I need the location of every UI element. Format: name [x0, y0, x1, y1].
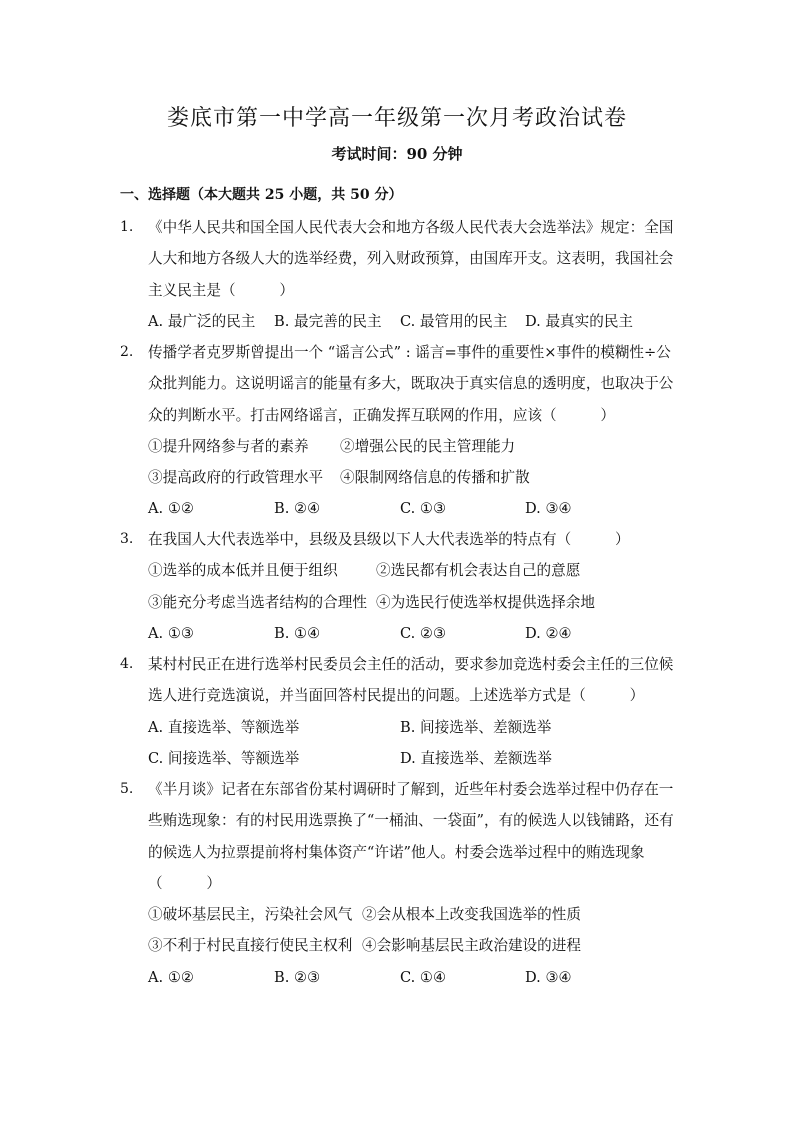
option-d[interactable]: D. 最真实的民主	[525, 312, 634, 330]
question-number: 1.	[120, 219, 134, 235]
question-1	[120, 212, 680, 337]
statement-1: ①破坏基层民主，污染社会风气	[148, 906, 353, 924]
question-stem: 某村村民正在进行选举村民委员会主任的活动，要求参加竞选村委会主任的三位候选人进行竞选演说，并当面回答村民提出的问题。上述选举方式是（ ）	[148, 656, 674, 705]
option-c[interactable]: C. ①③	[400, 500, 447, 518]
question-5	[120, 774, 680, 993]
statement-2: ②选民都有机会表达自己的意愿	[376, 562, 581, 580]
option-d[interactable]: D. ②④	[525, 624, 572, 642]
statement-1: ①提升网络参与者的素养	[148, 437, 309, 455]
option-row	[148, 493, 680, 524]
question-stem: 《中华人民共和国全国人民代表大会和地方各级人民代表大会选举法》规定：全国人大和地方各级人大的选举经费，列入财政预算，由国库开支。这表明，我国社会主义民主是（ ）	[148, 219, 674, 299]
option-b[interactable]: B. ②③	[274, 968, 321, 986]
option-row	[148, 618, 680, 649]
option-a[interactable]: A. ①②	[148, 500, 194, 518]
option-b[interactable]: B. 间接选举、差额选举	[400, 718, 552, 736]
option-a[interactable]: A. ①②	[148, 968, 194, 986]
option-row	[148, 712, 680, 743]
option-a[interactable]: A. 最广泛的民主	[148, 312, 256, 330]
question-stem: 传播学者克罗斯曾提出一个 “谣言公式” : 谣言=事件的重要性×事件的模糊性÷公众批判能力。这说明谣言的能量有多大，既取决于真实信息的透明度，也取决于公众的判断水平。打击网络谣言，正确发挥互联网的作用，应该（ ）	[148, 344, 674, 424]
question-2	[120, 337, 680, 525]
question-number: 3.	[120, 531, 134, 547]
section-heading: 一、选择题（本大题共 25 小题，共 50 分）	[120, 187, 403, 203]
statement-4: ④为选民行使选举权提供选择余地	[376, 593, 595, 611]
question-3	[120, 524, 680, 649]
statement-2: ②增强公民的民主管理能力	[340, 437, 516, 455]
option-b[interactable]: B. 最完善的民主	[274, 312, 382, 330]
exam-title: 娄底市第一中学高一年级第一次月考政治试卷	[166, 106, 627, 131]
option-row	[148, 306, 680, 337]
option-c[interactable]: C. 最管用的民主	[400, 312, 508, 330]
statement-row	[148, 930, 680, 961]
option-c[interactable]: C. 间接选举、等额选举	[148, 749, 300, 767]
option-c[interactable]: C. ②③	[400, 624, 447, 642]
option-row	[148, 743, 680, 774]
statement-3: ③提高政府的行政管理水平	[148, 469, 324, 487]
option-b[interactable]: B. ②④	[274, 500, 321, 518]
statement-4: ④会影响基层民主政治建设的进程	[362, 937, 581, 955]
option-a[interactable]: A. ①③	[148, 624, 194, 642]
option-d[interactable]: D. ③④	[525, 968, 572, 986]
option-a[interactable]: A. 直接选举、等额选举	[148, 718, 300, 736]
question-number: 2.	[120, 344, 134, 360]
option-row	[148, 962, 680, 993]
statement-4: ④限制网络信息的传播和扩散	[340, 469, 530, 487]
option-d[interactable]: D. 直接选举、差额选举	[400, 749, 552, 767]
statement-3: ③不利于村民直接行使民主权利	[148, 937, 353, 955]
statement-1: ①选举的成本低并且便于组织	[148, 562, 338, 580]
statement-2: ②会从根本上改变我国选举的性质	[362, 906, 581, 924]
statement-row	[148, 555, 680, 586]
statement-row	[148, 462, 680, 493]
statement-row	[148, 899, 680, 930]
statement-row	[148, 587, 680, 618]
option-c[interactable]: C. ①④	[400, 968, 447, 986]
statement-3: ③能充分考虑当选者结构的合理性	[148, 593, 367, 611]
question-4	[120, 649, 680, 774]
question-number: 4.	[120, 656, 134, 672]
question-stem: 《半月谈》记者在东部省份某村调研时了解到，近些年村委会选举过程中仍存在一些贿选现象：有的村民用选票换了“一桶油、一袋面”，有的候选人以钱铺路，还有的候选人为拉票提前将村集体资产“许诺”他人。村委会选举过程中的贿选现象（ ）	[148, 781, 674, 892]
option-b[interactable]: B. ①④	[274, 624, 321, 642]
exam-duration: 考试时间：90 分钟	[331, 145, 463, 163]
question-stem: 在我国人大代表选举中，县级及县级以下人大代表选举的特点有（ ）	[148, 531, 630, 548]
statement-row	[148, 431, 680, 462]
question-number: 5.	[120, 781, 134, 797]
option-d[interactable]: D. ③④	[525, 500, 572, 518]
